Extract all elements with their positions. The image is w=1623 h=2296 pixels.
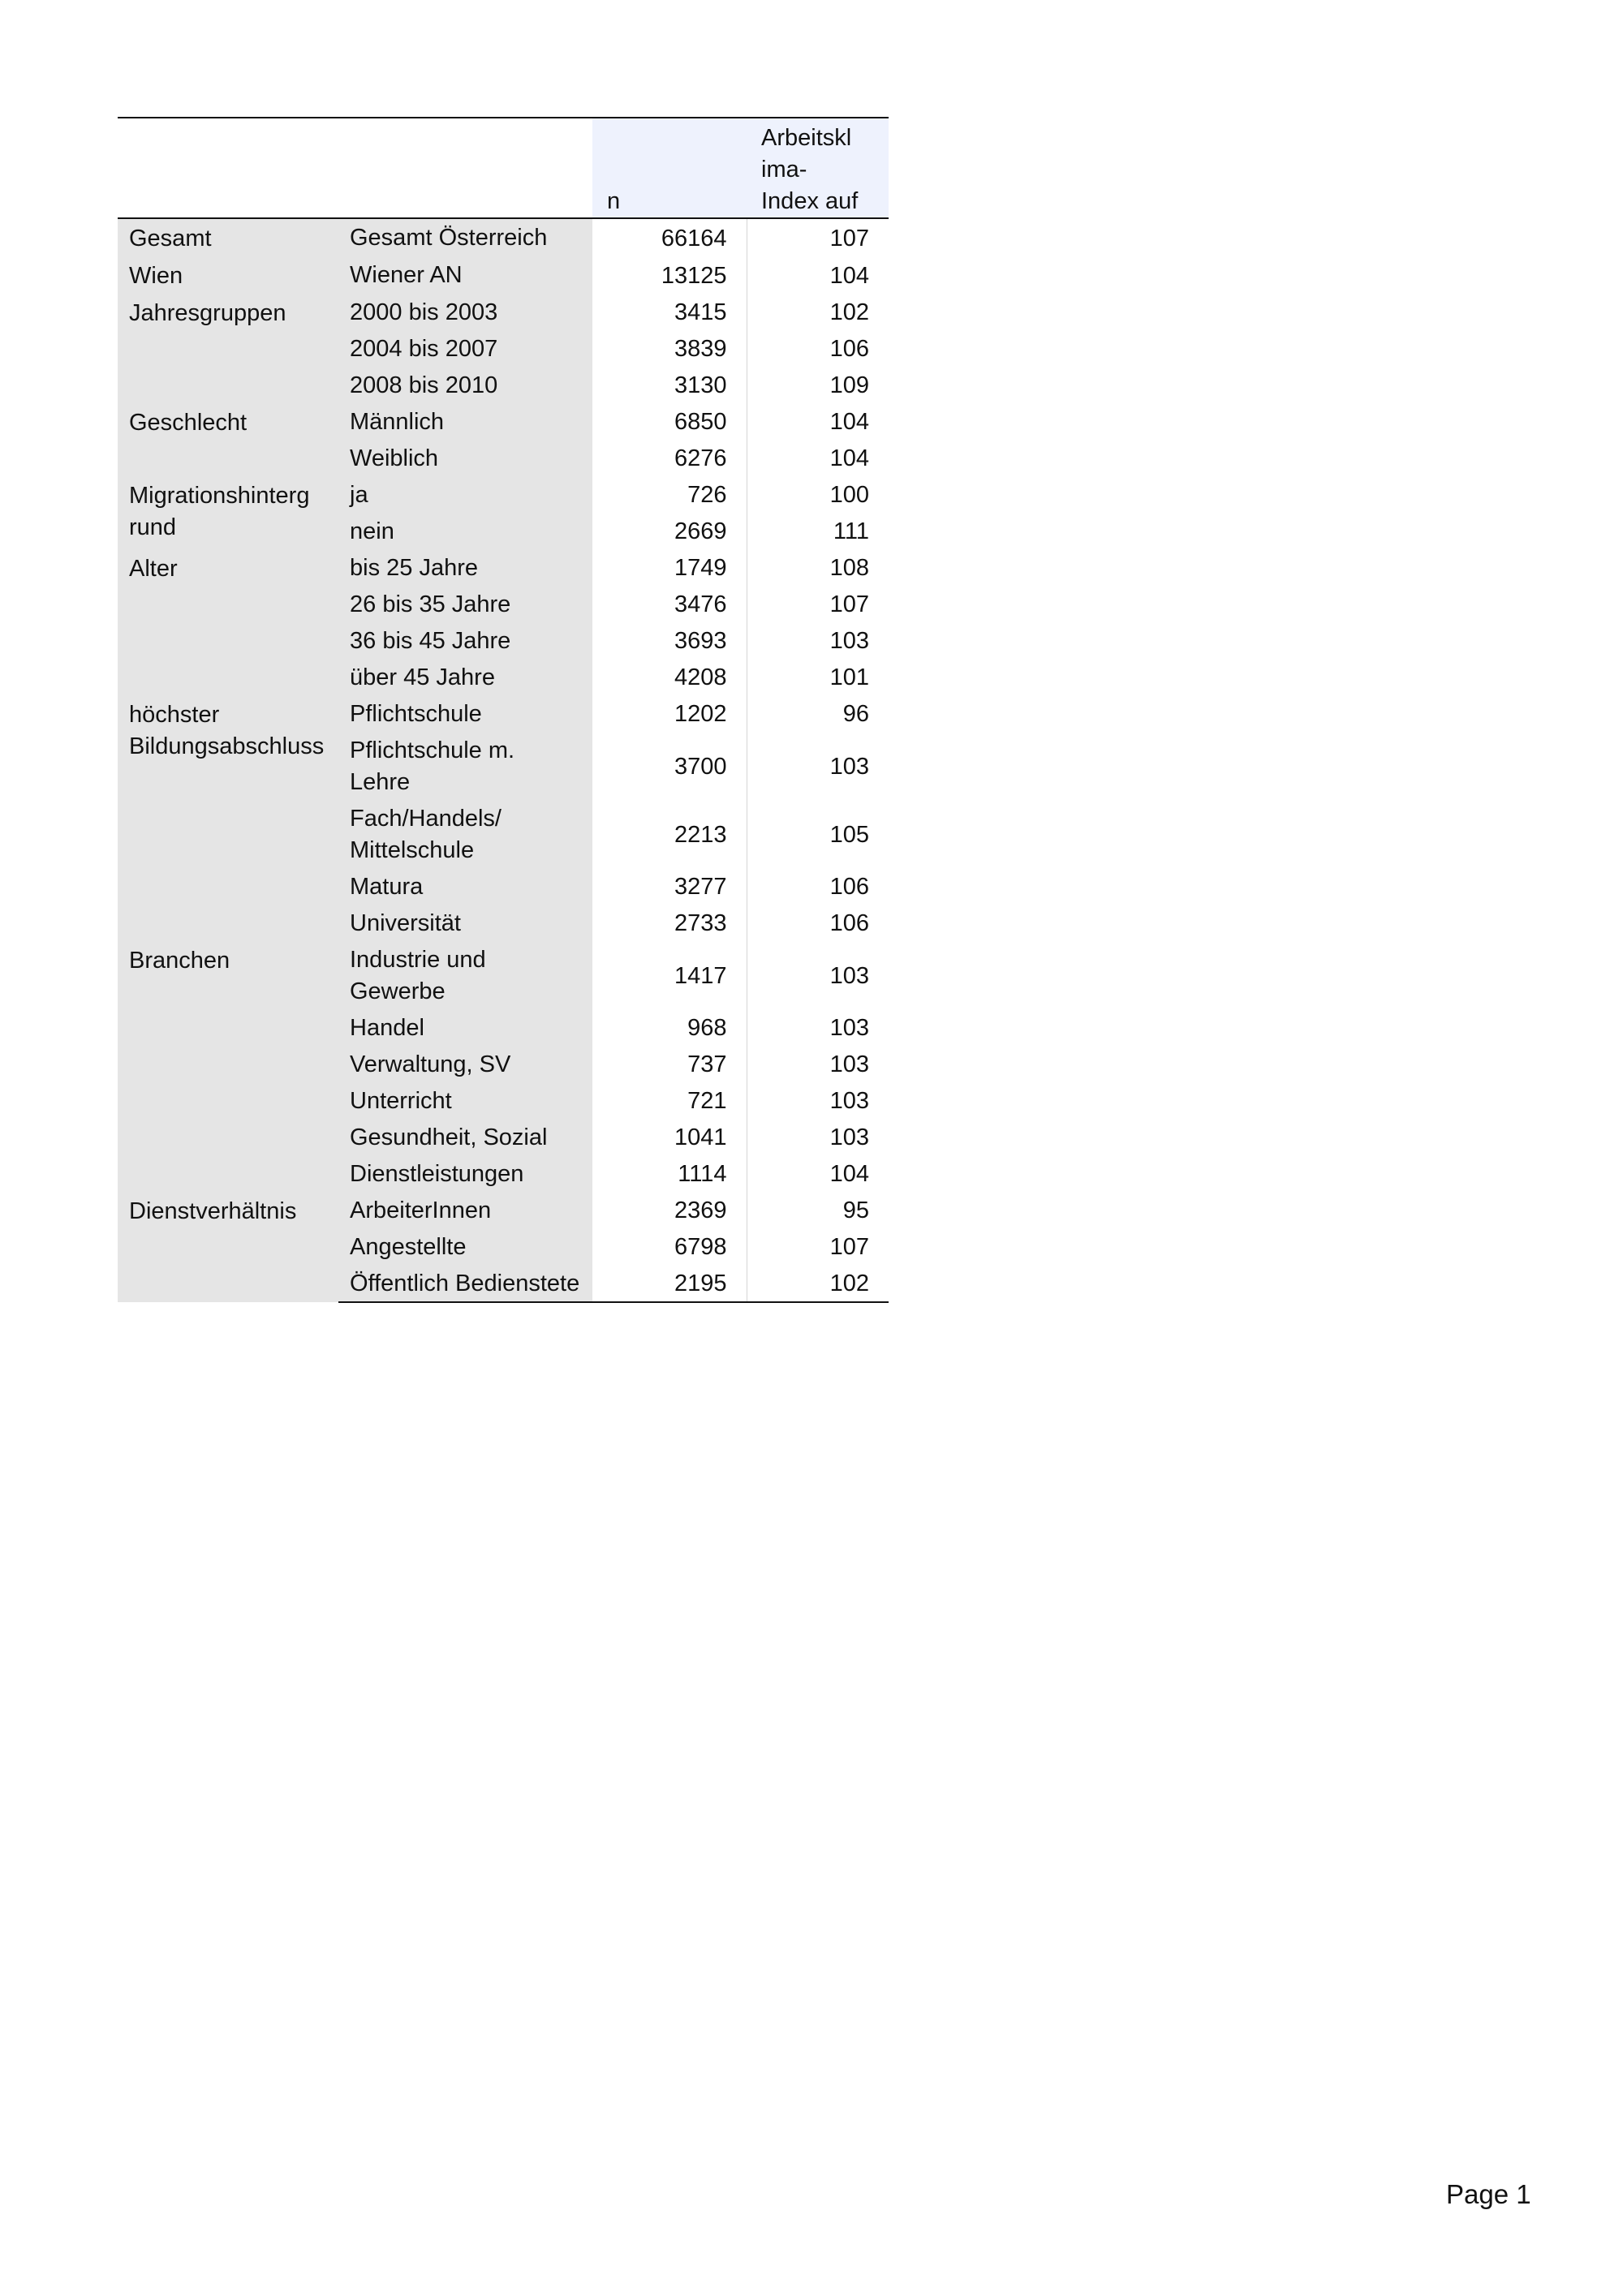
cell-n: 3839 — [592, 330, 747, 367]
row-label: Wiener AN — [338, 256, 592, 294]
cell-index: 103 — [747, 1009, 889, 1046]
cell-index: 103 — [747, 1082, 889, 1119]
cell-index: 107 — [747, 218, 889, 256]
row-label: bis 25 Jahre — [338, 549, 592, 586]
row-label: Verwaltung, SV — [338, 1046, 592, 1082]
cell-n: 1041 — [592, 1119, 747, 1155]
row-label: Industrie und Gewerbe — [338, 941, 592, 1009]
cell-index: 105 — [747, 800, 889, 868]
row-label: über 45 Jahre — [338, 659, 592, 695]
cell-n: 968 — [592, 1009, 747, 1046]
cell-n: 66164 — [592, 218, 747, 256]
cell-index: 103 — [747, 941, 889, 1009]
cell-n: 6276 — [592, 440, 747, 476]
cell-n: 2733 — [592, 905, 747, 941]
cell-index: 104 — [747, 256, 889, 294]
cell-index: 103 — [747, 622, 889, 659]
table-row — [118, 549, 889, 586]
cell-index: 106 — [747, 868, 889, 905]
cell-index: 108 — [747, 549, 889, 586]
table-row — [118, 218, 889, 256]
header-group — [118, 118, 338, 218]
row-label: Gesamt Österreich — [338, 218, 592, 256]
group-label: Wien — [118, 256, 338, 294]
cell-n: 3693 — [592, 622, 747, 659]
cell-index: 106 — [747, 330, 889, 367]
cell-n: 1202 — [592, 695, 747, 732]
cell-index: 95 — [747, 1192, 889, 1228]
cell-index: 104 — [747, 1155, 889, 1192]
cell-index: 101 — [747, 659, 889, 695]
row-label: Dienstleistungen — [338, 1155, 592, 1192]
cell-n: 13125 — [592, 256, 747, 294]
row-label: Handel — [338, 1009, 592, 1046]
cell-n: 3415 — [592, 294, 747, 330]
table-row — [118, 941, 889, 1009]
row-label: Unterricht — [338, 1082, 592, 1119]
group-label: Jahresgruppen — [118, 294, 338, 403]
cell-index: 107 — [747, 586, 889, 622]
cell-index: 103 — [747, 732, 889, 800]
cell-index: 104 — [747, 440, 889, 476]
header-n: n — [592, 118, 747, 218]
group-label: Alter — [118, 549, 338, 695]
row-label: Universität — [338, 905, 592, 941]
cell-n: 3130 — [592, 367, 747, 403]
header-index-text: Arbeitskl ima- Index auf — [761, 125, 859, 214]
group-label: Dienstverhältnis — [118, 1192, 338, 1302]
row-label: 2000 bis 2003 — [338, 294, 592, 330]
table-row — [118, 256, 889, 294]
cell-index: 107 — [747, 1228, 889, 1265]
cell-n: 2669 — [592, 513, 747, 549]
row-label: 36 bis 45 Jahre — [338, 622, 592, 659]
arbeitsklima-table — [118, 117, 889, 1303]
row-label: Gesundheit, Sozial — [338, 1119, 592, 1155]
cell-n: 1417 — [592, 941, 747, 1009]
row-label: 26 bis 35 Jahre — [338, 586, 592, 622]
table-row — [118, 403, 889, 440]
table-row — [118, 1192, 889, 1228]
cell-index: 106 — [747, 905, 889, 941]
row-label: 2008 bis 2010 — [338, 367, 592, 403]
row-label: Angestellte — [338, 1228, 592, 1265]
row-label: Männlich — [338, 403, 592, 440]
cell-n: 2195 — [592, 1265, 747, 1302]
cell-n: 3476 — [592, 586, 747, 622]
cell-n: 6798 — [592, 1228, 747, 1265]
cell-n: 3277 — [592, 868, 747, 905]
header-row — [118, 118, 889, 218]
cell-index: 109 — [747, 367, 889, 403]
data-table-container — [118, 117, 889, 1303]
row-label: Weiblich — [338, 440, 592, 476]
row-label: Matura — [338, 868, 592, 905]
cell-index: 96 — [747, 695, 889, 732]
row-label: nein — [338, 513, 592, 549]
row-label: ArbeiterInnen — [338, 1192, 592, 1228]
cell-n: 1114 — [592, 1155, 747, 1192]
row-label: Pflichtschule m. Lehre — [338, 732, 592, 800]
cell-n: 2369 — [592, 1192, 747, 1228]
cell-index: 100 — [747, 476, 889, 513]
group-label: höchster Bildungsabschluss — [118, 695, 338, 941]
cell-index: 102 — [747, 294, 889, 330]
table-row — [118, 695, 889, 732]
header-index — [747, 118, 889, 218]
cell-index: 104 — [747, 403, 889, 440]
header-label — [338, 118, 592, 218]
cell-n: 726 — [592, 476, 747, 513]
row-label: ja — [338, 476, 592, 513]
cell-n: 2213 — [592, 800, 747, 868]
row-label: Öffentlich Bedienstete — [338, 1265, 592, 1302]
group-label: Gesamt — [118, 218, 338, 256]
cell-n: 737 — [592, 1046, 747, 1082]
table-row — [118, 476, 889, 513]
group-label: Branchen — [118, 941, 338, 1192]
cell-n: 721 — [592, 1082, 747, 1119]
cell-n: 6850 — [592, 403, 747, 440]
cell-index: 102 — [747, 1265, 889, 1302]
page-number: Page 1 — [1446, 2179, 1531, 2209]
table-row — [118, 294, 889, 330]
row-label: 2004 bis 2007 — [338, 330, 592, 367]
cell-index: 111 — [747, 513, 889, 549]
cell-index: 103 — [747, 1046, 889, 1082]
row-label: Fach/Handels/ Mittelschule — [338, 800, 592, 868]
group-label: Migrationshinterg rund — [118, 476, 338, 549]
cell-n: 3700 — [592, 732, 747, 800]
cell-index: 103 — [747, 1119, 889, 1155]
group-label: Geschlecht — [118, 403, 338, 476]
cell-n: 1749 — [592, 549, 747, 586]
cell-n: 4208 — [592, 659, 747, 695]
table-header — [118, 118, 889, 218]
table-body — [118, 218, 889, 1302]
row-label: Pflichtschule — [338, 695, 592, 732]
